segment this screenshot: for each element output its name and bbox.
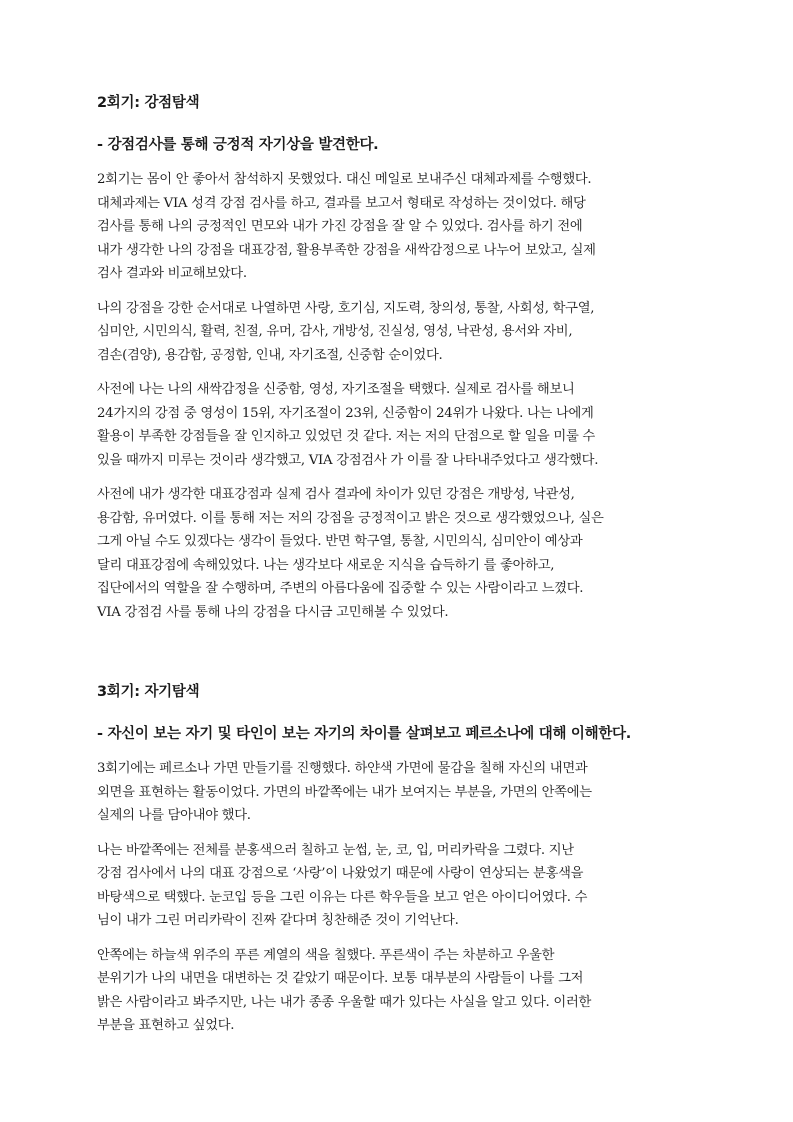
section-title: 3회기: 자기탐색 [97, 684, 200, 700]
text-line: 바탕색으로 택했다. 눈코입 등을 그린 이유는 다른 학우들을 보고 얻은 아이디어였다. 수 [97, 889, 588, 905]
text-line: 강점 검사에서 나의 대표 강점으로 ‘사랑’이 나왔었기 때문에 사랑이 연상되는 분홍색을 [97, 866, 584, 881]
document-content [97, 93, 697, 1038]
section-session-3 [97, 682, 697, 1038]
text-line: 부분을 표현하고 싶었다. [97, 1018, 235, 1033]
text-line: 나는 바깥쪽에는 전체를 분홍색으러 칠하고 눈썹, 눈, 코, 입, 머리카락을 그렸다. 지난 [97, 842, 574, 858]
text-line: 님이 내가 그린 머리카락이 진짜 같다며 칭찬해준 것이 기억난다. [97, 913, 459, 928]
text-line: 24가지의 강점 중 영성이 15위, 자기조절이 23위, 신중함이 24위가 나왔다. 나는 나에게 [97, 405, 594, 421]
section-title: 2회기: 강점탐색 [97, 95, 200, 111]
text-line: 그게 아닐 수도 있겠다는 생각이 들었다. 반면 학구열, 통찰, 시민의식, 심미안이 예상과 [97, 534, 583, 549]
text-line: 대체과제는 VIA 성격 강점 검사를 하고, 결과를 보고서 형태로 작성하는 것이었다. 해당 [97, 195, 586, 211]
text-line: 밝은 사람이라고 봐주지만, 나는 내가 종종 우울할 때가 있다는 사실을 알고 있다. 이러한 [97, 994, 592, 1010]
text-line: 집단에서의 역할을 잘 수행하며, 주변의 아름다움에 집중할 수 있는 사람이라고 느꼈다. [97, 581, 584, 596]
paragraph [97, 378, 697, 472]
text-line: 분위기가 나의 내면을 대변하는 것 같았기 때문이다. 보통 대부분의 사람들이 나를 그저 [97, 971, 584, 986]
paragraph [97, 168, 697, 286]
text-line: 겸손(겸양), 용감함, 공정함, 인내, 자기조절, 신중함 순이었다. [97, 347, 443, 363]
paragraph [97, 483, 697, 624]
section-session-2 [97, 93, 697, 624]
text-line: 달리 대표강점에 속해있었다. 나는 생각보다 새로운 지식을 습득하기 를 좋아하고, [97, 557, 555, 573]
text-line: 있을 때까지 미루는 것이라 생각했고, VIA 강점검사 가 이를 잘 나타내주었다고 생각했다. [97, 452, 599, 468]
text-line: 검사 결과와 비교해보았다. [97, 266, 247, 281]
text-line: 사전에 내가 생각한 대표강점과 실제 검사 결과에 차이가 있던 강점은 개방성, 낙관성, [97, 487, 575, 502]
text-line: 실제의 나를 담아내야 했다. [97, 808, 251, 823]
text-line: VIA 강점검 사를 통해 나의 강점을 다시금 고민해볼 수 있었다. [97, 604, 449, 620]
text-line: 외면을 표현하는 활동이었다. 가면의 바깥쪽에는 내가 보여지는 부분을, 가면의 안쪽에는 [97, 784, 592, 800]
section-objective: - 자신이 보는 자기 및 타인이 보는 자기의 차이를 살펴보고 페르소나에 대해 이해한다. [97, 726, 631, 742]
text-line: 검사를 통해 나의 긍정적인 면모와 내가 가진 강점을 잘 알 수 있었다. 검사를 하기 전에 [97, 219, 583, 234]
paragraph [97, 944, 697, 1038]
text-line: 2회기는 몸이 안 좋아서 참석하지 못했었다. 대신 메일로 보내주신 대체과제를 수행했다. [97, 172, 592, 187]
text-line: 나의 강점을 강한 순서대로 나열하면 사랑, 호기심, 지도력, 창의성, 통찰, 사회성, 학구열, [97, 300, 595, 316]
text-line: 용감함, 유머였다. 이를 통해 저는 저의 강점을 긍정적이고 밝은 것으로 생각했었으나, 실은 [97, 510, 604, 526]
paragraph [97, 297, 697, 368]
text-line: 활용이 부족한 강점들을 잘 인지하고 있었던 것 같다. 저는 저의 단점으로 할 일을 미룰 수 [97, 429, 595, 444]
text-line: 내가 생각한 나의 강점을 대표강점, 활용부족한 강점을 새싹감정으로 나누어 보았고, 실제 [97, 242, 596, 258]
section-objective: - 강점검사를 통해 긍정적 자기상을 발견한다. [97, 137, 379, 153]
paragraph [97, 839, 697, 933]
text-line: 안쪽에는 하늘색 위주의 푸른 계열의 색을 칠했다. 푸른색이 주는 차분하고 우울한 [97, 947, 555, 963]
text-line: 심미안, 시민의식, 활력, 친절, 유머, 감사, 개방성, 진실성, 영성, 낙관성, 용서와 자비, [97, 324, 573, 339]
text-line: 사전에 나는 나의 새싹감정을 신중함, 영성, 자기조절을 택했다. 실제로 검사를 해보니 [97, 382, 575, 397]
paragraph [97, 757, 697, 828]
text-line: 3회기에는 페르소나 가면 만들기를 진행했다. 하얀색 가면에 물감을 칠해 자신의 내면과 [97, 761, 588, 776]
